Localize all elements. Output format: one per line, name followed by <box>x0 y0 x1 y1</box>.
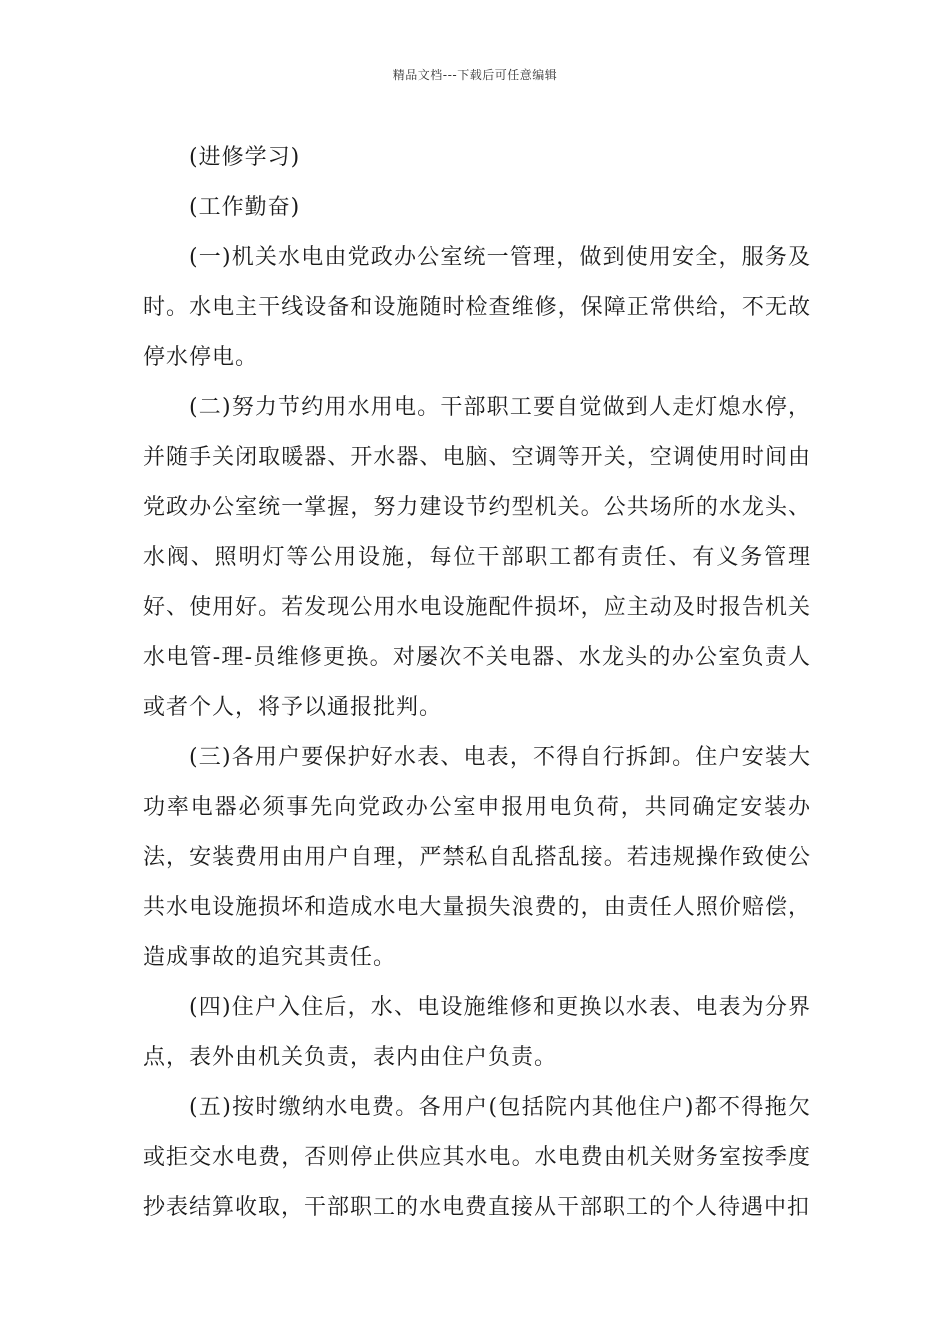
paragraph-item-4: (四)住户入住后，水、电设施维修和更换以水表、电表为分界点，表外由机关负责，表内由住户负责。 <box>143 995 811 1070</box>
paragraph-item-2: (二)努力节约用水用电。干部职工要自觉做到人走灯熄水停，并随手关闭取暖器、开水器、电脑、空调等开关，空调使用时间由党政办公室统一掌握，努力建设节约型机关。公共场所的水龙头、水阀、照明灯等公用设施，每位干部职工都有责任、有义务管理好、使用好。若发现公用水电设施配件损坏，应主动及时报告机关水电管-理-员维修更换。对屡次不关电器、水龙头的办公室负责人或者个人，将予以通报批判。 <box>143 395 811 720</box>
paragraph-item-5: (五)按时缴纳水电费。各用户(包括院内其他住户)都不得拖欠或拒交水电费，否则停止供应其水电。水电费由机关财务室按季度抄表结算收取，干部职工的水电费直接从干部职工的个人待遇中扣 <box>143 1095 811 1220</box>
paragraph-diligent-work: (工作勤奋) <box>189 195 301 220</box>
page-header: 精品文档---下载后可任意编辑 <box>392 68 558 82</box>
paragraph-further-study: (进修学习) <box>189 145 301 170</box>
paragraph-item-1: (一)机关水电由党政办公室统一管理，做到使用安全，服务及时。水电主干线设备和设施随时检查维修，保障正常供给，不无故停水停电。 <box>143 245 811 370</box>
paragraph-item-3: (三)各用户要保护好水表、电表，不得自行拆卸。住户安装大功率电器必须事先向党政办公室申报用电负荷，共同确定安装办法，安装费用由用户自理，严禁私自乱搭乱接。若违规操作致使公共水电设施损坏和造成水电大量损失浪费的，由责任人照价赔偿，造成事故的追究其责任。 <box>143 745 811 970</box>
document-body <box>143 133 811 1233</box>
